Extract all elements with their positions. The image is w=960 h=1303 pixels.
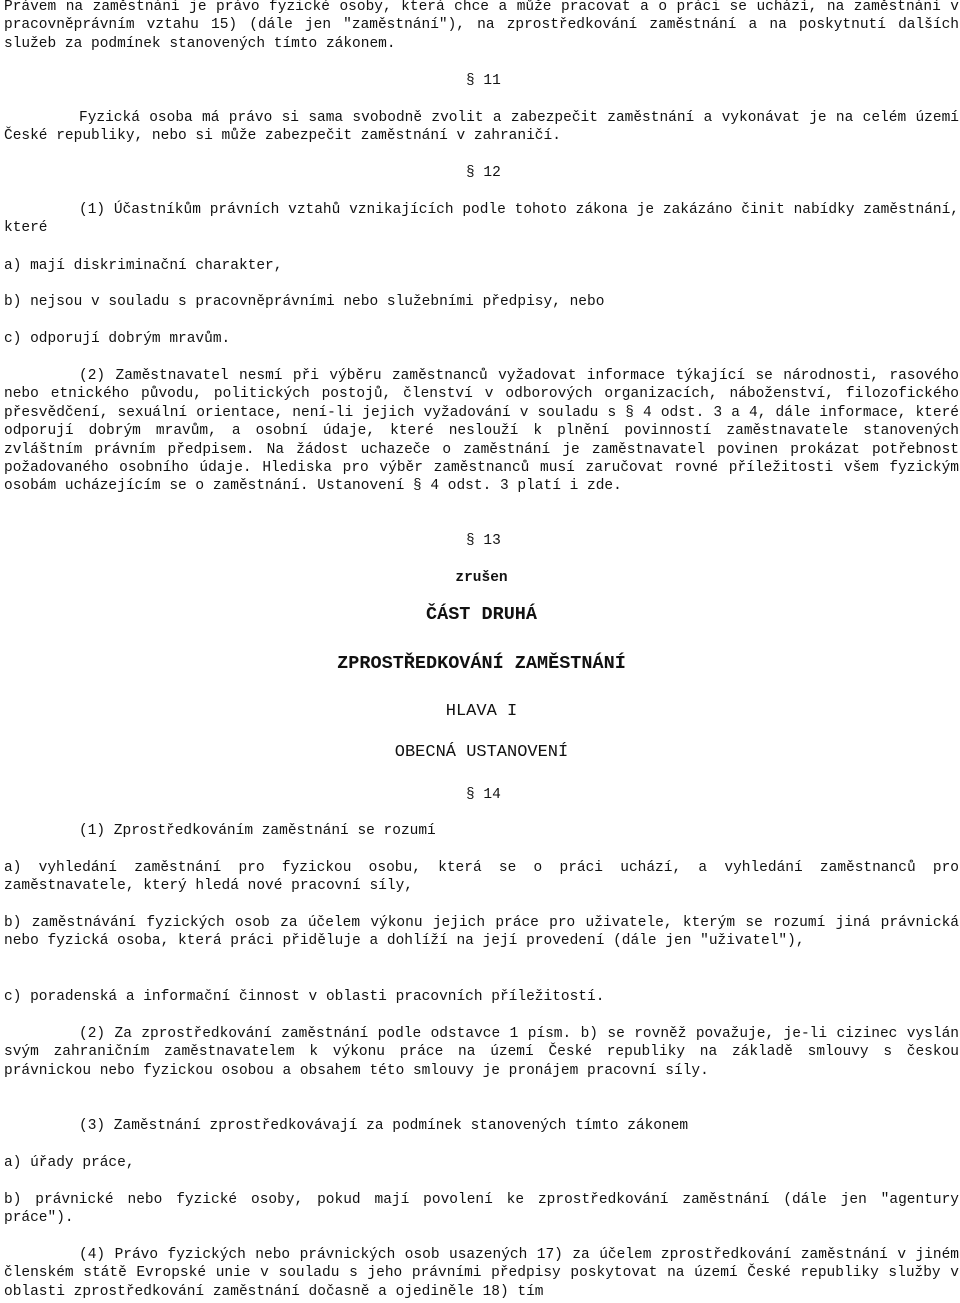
intro-paragraph: Právem na zaměstnání je právo fyzické osoby, která chce a může pracovat a o práci se uchází, na zaměstnání v pracovněprávním vztahu 15) (dále jen "zaměstnání"), na zprostředkování zaměstnání a na poskytnutí dalších služeb za podmínek stanovených tímto zákonem. (4, 0, 959, 52)
section-12-paragraph-1: (1) Účastníkům právních vztahů vznikajících podle tohoto zákona je zakázáno činit nabídky zaměstnání, které (4, 202, 959, 237)
section-12-paragraph-2: (2) Zaměstnavatel nesmí při výběru zaměstnanců vyžadovat informace týkající se národnosti, rasového nebo etnického původu, politických postojů, členství v odborových organizacích, náboženství, filozofického přesvědčení, sexuální orientace, není-li jejich vyžadování v souladu s § 4 odst. 3 a 4, dále informace, které odporují dobrým mravům, a osobní údaje, které neslouží k plnění povinností zaměstnavatele stanovených zvláštním právním předpisem. Na žádost uchazeče o zaměstnání je zaměstnavatel povinen prokázat potřebnost požadovaného osobního údaje. Hlediska pro výběr zaměstnanců musí zaručovat rovné příležitosti všem fyzickým osobám ucházejícím se o zaměstnání. Ustanovení § 4 odst. 3 platí i zde. (4, 368, 959, 495)
section-14-paragraph-3-item-a: a) úřady práce, (4, 1155, 135, 1171)
section-13-status: zrušen (455, 570, 508, 586)
section-12-item-b: b) nejsou v souladu s pracovněprávními nebo služebními předpisy, nebo (4, 294, 605, 310)
section-14-heading: § 14 (466, 787, 501, 803)
section-14-paragraph-1: (1) Zprostředkováním zaměstnání se rozumí (79, 823, 436, 839)
chapter-subtitle: OBECNÁ USTANOVENÍ (394, 743, 569, 762)
section-11-text: Fyzická osoba má právo si sama svobodně zvolit a zabezpečit zaměstnání a vykonávat je na celém území České republiky, nebo si může zabezpečit zaměstnání v zahraničí. (4, 110, 959, 145)
section-11-heading: § 11 (466, 73, 501, 89)
section-14-item-b: b) zaměstnávání fyzických osob za účelem výkonu jejich práce pro uživatele, kterým se rozumí jiná právnická nebo fyzická osoba, která práci přiděluje a dohlíží na její provedení (dále jen "uživatel"), (4, 915, 959, 950)
section-14-paragraph-3: (3) Zaměstnání zprostředkovávají za podmínek stanovených tímto zákonem (79, 1118, 689, 1134)
section-14-paragraph-3-item-b: b) právnické nebo fyzické osoby, pokud mají povolení ke zprostředkování zaměstnání (dále jen "agentury práce"). (4, 1192, 959, 1227)
chapter-title: HLAVA I (445, 702, 518, 721)
section-14-item-a: a) vyhledání zaměstnání pro fyzickou osobu, která se o práci uchází, a vyhledání zaměstnanců pro zaměstnavatele, který hledá nové pracovní síly, (4, 860, 959, 895)
section-12-item-a: a) mají diskriminační charakter, (4, 258, 283, 274)
part-title: ČÁST DRUHÁ (425, 604, 538, 625)
section-12-heading: § 12 (466, 165, 501, 181)
section-14-paragraph-4: (4) Právo fyzických nebo právnických osob usazených 17) za účelem zprostředkování zaměstnání v jiném členském státě Evropské unie v souladu s jeho právními předpisy poskytovat na území České republiky služby v oblasti zprostředkování zaměstnání dočasně a ojediněle 18) tím (4, 1247, 959, 1300)
part-subtitle: ZPROSTŘEDKOVÁNÍ ZAMĚSTNÁNÍ (337, 653, 626, 674)
section-12-item-c: c) odporují dobrým mravům. (4, 331, 231, 347)
section-14-item-c: c) poradenská a informační činnost v oblasti pracovních příležitostí. (4, 989, 605, 1005)
section-13-heading: § 13 (466, 533, 501, 549)
section-14-paragraph-2: (2) Za zprostředkování zaměstnání podle odstavce 1 písm. b) se rovněž považuje, je-li cizinec vyslán svým zahraničním zaměstnavatelem k výkonu práce na území České republiky na základě smlouvy s českou právnickou nebo fyzickou osobou a obsahem této smlouvy je pronájem pracovní síly. (4, 1026, 959, 1079)
